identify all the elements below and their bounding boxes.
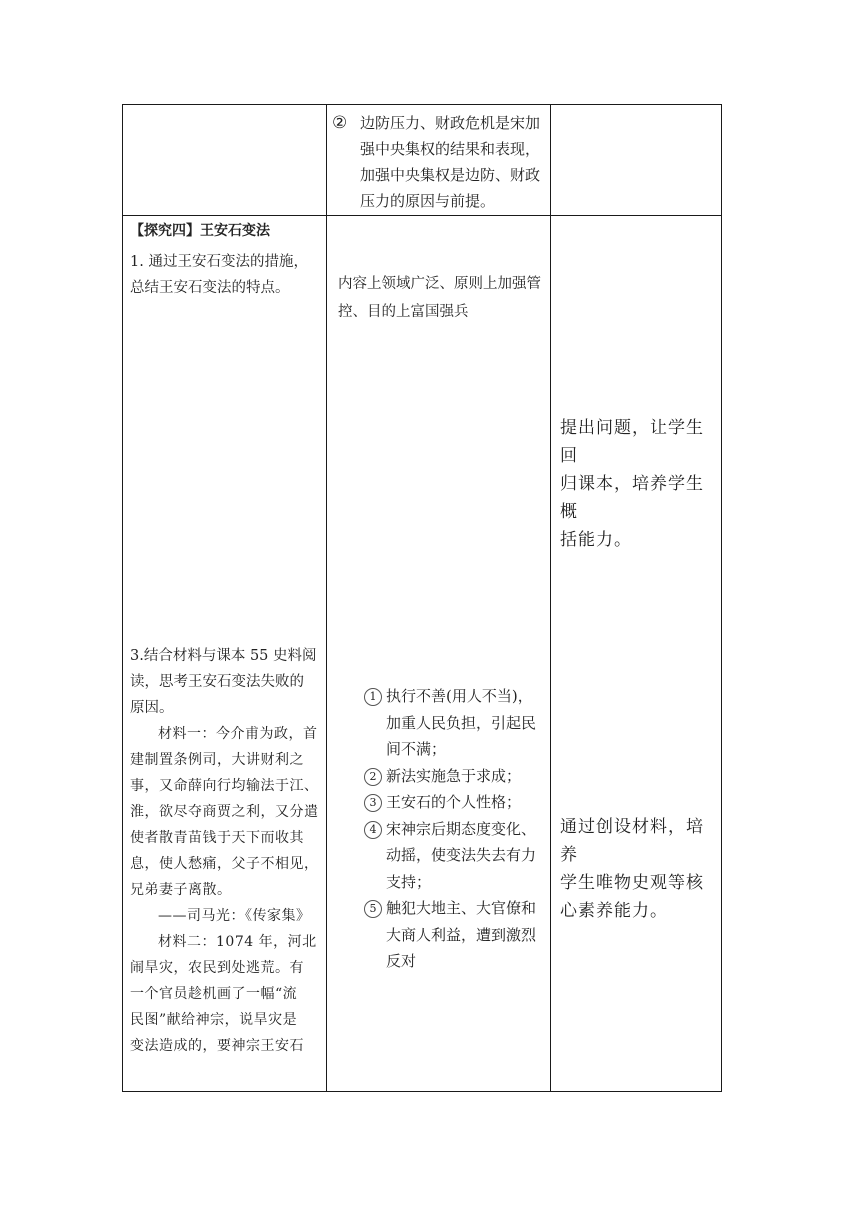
design-line: 括能力。 [560,530,632,550]
answer-line: 压力的原因与前提。 [360,192,496,210]
answer-item-line: 动摇，使变法失去有力 [386,846,537,864]
answer-item-number: 5 [364,900,382,918]
answer-item-line: 王安石的个人性格； [386,793,522,811]
material-line: 息，使人愁痛，父子不相见， [130,856,319,872]
answer-item-number: 4 [364,821,382,839]
answer-item-number: 3 [364,794,382,812]
answer-item-number: 1 [364,688,382,706]
section-heading: 【探究四】王安石变法 [130,223,270,239]
answer-item [360,789,550,816]
question-line: 3.结合材料与课本 55 史料阅 [130,648,317,664]
answer-item-line: 触犯大地主、大官僚和 [386,899,537,917]
answer-item [360,683,550,763]
answer-item-line: 加重人民负担，引起民 [386,713,537,732]
material-line: 变法造成的，要神宗王安石 [130,1038,304,1054]
material-line: 兄弟妻子离散。 [130,882,232,898]
answer-item [360,816,550,896]
material-line: 闹旱灾，农民到处逃荒。有 [130,960,304,976]
answer-item [360,763,550,790]
question-line: 总结王安石变法的特点。 [130,280,290,296]
material-line: 事，又命薛向行均输法于江、 [130,778,319,794]
material-line: 一个官员趁机画了一幅“流 [130,986,298,1002]
material-line: 民图”献给神宗，说旱灾是 [130,1012,298,1028]
material-1 [130,721,325,929]
answer-line: 强中央集权的结果和表现， [360,140,541,158]
answer-item-line: 宋神宗后期态度变化、 [386,819,537,838]
material-line: 材料二：1074 年，河北 [158,934,317,950]
column-divider-2 [550,104,551,1092]
answer-line: 控、目的上富国强兵 [338,304,469,320]
question-line: 1. 通过王安石变法的措施， [130,254,308,270]
material-2 [130,929,325,1059]
design-line: 通过创设材料，培养 [560,817,704,865]
answer-line: 加强中央集权是边防、财政 [360,166,541,184]
answer-item-number: 2 [364,768,382,786]
answer-item [360,895,550,975]
table-bottom-border [122,1091,722,1092]
answer-number: ② [332,113,348,133]
answer-item-line: 支持； [386,872,432,891]
design-intent-1 [560,414,720,554]
table-left-border [122,104,123,1092]
design-line: 学生唯物史观等核 [560,873,704,893]
table-right-border [721,104,722,1092]
answer-item-line: 执行不善(用人不当)， [386,687,533,705]
question-line: 读，思考王安石变法失败的 [130,674,304,690]
answer-1 [338,270,550,326]
answer-line: 内容上领域广泛、原则上加强管 [338,276,541,292]
design-line: 心素养能力。 [560,901,668,921]
answer-list [360,683,550,975]
question-line: 原因。 [130,700,174,716]
answer-item-line: 新法实施急于求成； [386,766,522,785]
material-line: 使者散青苗钱于天下而收其 [130,830,304,846]
row-divider [122,215,722,216]
design-intent-2 [560,813,720,925]
question-3 [130,643,325,721]
material-line: 材料一：今介甫为政，首 [158,726,318,742]
column-divider-1 [326,104,327,1092]
material-line: 淮，欲尽夺商贾之利，又分遣 [130,804,319,820]
answer-item-line: 大商人利益，遭到激烈 [386,925,537,944]
design-line: 归课本，培养学生概 [560,474,704,522]
material-line: 建制置条例司，大讲财利之 [130,752,304,768]
answer-line: 边防压力、财政危机是宋加 [360,114,541,132]
design-line: 提出问题，让学生回 [560,418,704,466]
answer-item-line: 间不满； [386,740,447,758]
material-source: ——司马光：《传家集》 [158,908,311,924]
table-top-border [122,104,722,105]
answer-item-line: 反对 [386,952,417,970]
question-1 [130,249,325,301]
